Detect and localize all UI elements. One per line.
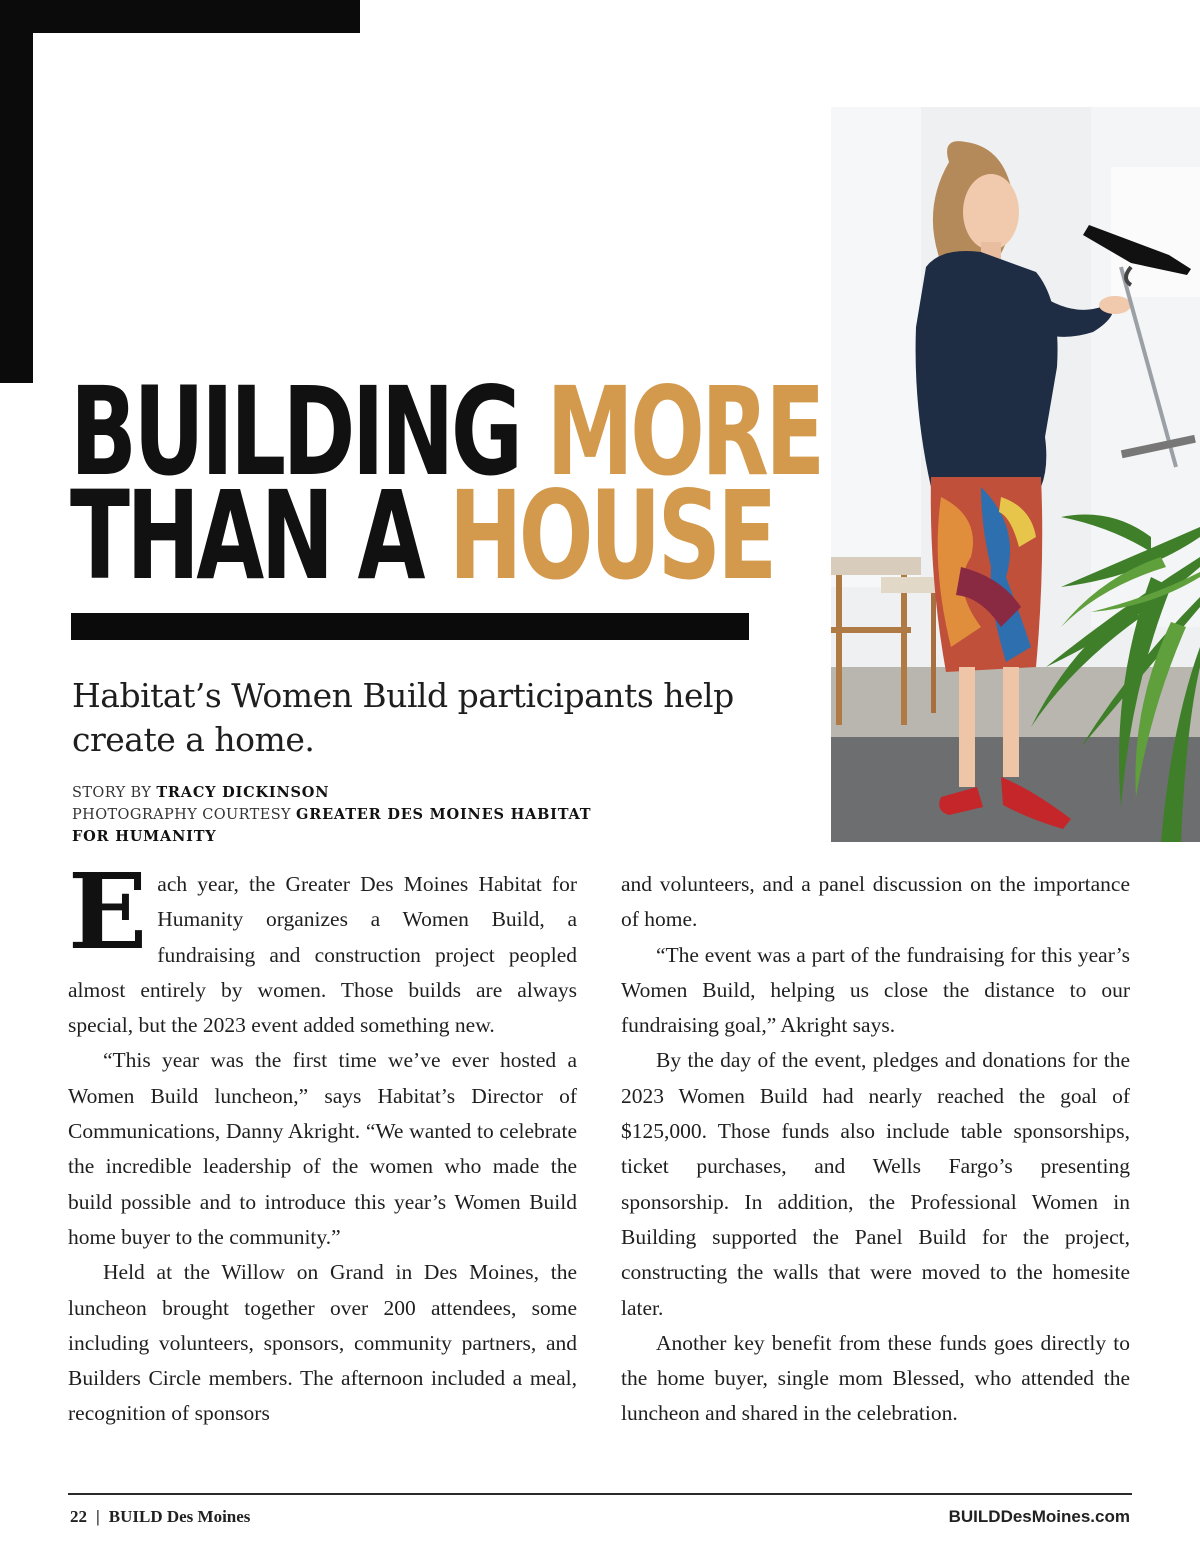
headline-rule-bar xyxy=(71,613,749,640)
corner-bar-left xyxy=(0,0,33,383)
article-paragraph-1 xyxy=(68,850,577,1043)
headline-words-than-a: THAN A xyxy=(70,465,422,607)
photo-credit-name: GREATER DES MOINES HABITAT FOR HUMANITY xyxy=(72,806,592,845)
photo-credit xyxy=(72,804,632,848)
article-paragraph-2: “This year was the first time we’ve ever hosted a Women Build luncheon,” says Habitat’s Director of Communications, Danny Akright. “We wanted to celebrate the incredible leadership of the women who made the build possible and to introduce this year’s Women Build home buyer to the community.” xyxy=(68,1048,577,1249)
story-credit-label: STORY BY xyxy=(72,785,152,801)
speaker-at-podium-photo xyxy=(831,107,1200,842)
article-paragraph-5: By the day of the event, pledges and donations for the 2023 Women Build had nearly reached the goal of $125,000. Those funds also include table sponsorships, ticket purchases, and Wells Fargo’s presenting sponsorship. In addition, the Professional Women in Building supported the Panel Build for the project, constructing the walls that were moved to the homesite later. xyxy=(621,1048,1130,1320)
photo-credit-label: PHOTOGRAPHY COURTESY xyxy=(72,807,292,823)
story-credit xyxy=(72,782,632,804)
story-credit-name: TRACY DICKINSON xyxy=(156,784,330,801)
website-url: BUILDDesMoines.com xyxy=(948,1507,1130,1526)
article-paragraph-4: “The event was a part of the fundraising for this year’s Women Build, helping us close the distance to our fundraising goal,” Akright says. xyxy=(621,942,1130,1038)
footer-folio xyxy=(70,1507,250,1527)
headline-word-house: HOUSE xyxy=(448,465,774,607)
deck-subtitle: Habitat’s Women Build participants help create a home. xyxy=(72,676,734,759)
headline xyxy=(70,361,822,607)
headline-word-building: BUILDING xyxy=(70,361,520,503)
headline-line-2 xyxy=(70,465,822,607)
article-paragraph-3: Held at the Willow on Grand in Des Moines, the luncheon brought together over 200 attendees, some including volunteers, sponsors, community partners, and Builders Circle members. The afternoon included a meal, recognition of sponsors xyxy=(68,1260,577,1426)
article-paragraph-6: Another key benefit from these funds goes directly to the home buyer, single mom Blessed, who attended the luncheon and shared in the celebration. xyxy=(621,1330,1130,1426)
publication-name: BUILD Des Moines xyxy=(108,1507,251,1526)
page-number: 22 xyxy=(70,1507,87,1526)
byline-credits xyxy=(72,782,632,848)
corner-bar-top xyxy=(0,0,360,33)
footer-rule xyxy=(68,1493,1132,1495)
article-column-1 xyxy=(68,850,577,1432)
footer-separator: | xyxy=(96,1507,100,1526)
article-paragraph-1-text: ach year, the Greater Des Moines Habitat for Humanity organizes a Women Build, a fundraising and construction project peopled almost entirely by women. Those builds are always special, but the 2023 event added something new. xyxy=(68,872,577,1038)
photo-illustration xyxy=(831,107,1200,842)
article-column-2 xyxy=(621,867,1130,1432)
article-paragraph-3-continued: and volunteers, and a panel discussion on the importance of home. xyxy=(621,872,1130,932)
headline-word-more: MORE xyxy=(546,361,822,503)
drop-cap: E xyxy=(68,850,148,973)
